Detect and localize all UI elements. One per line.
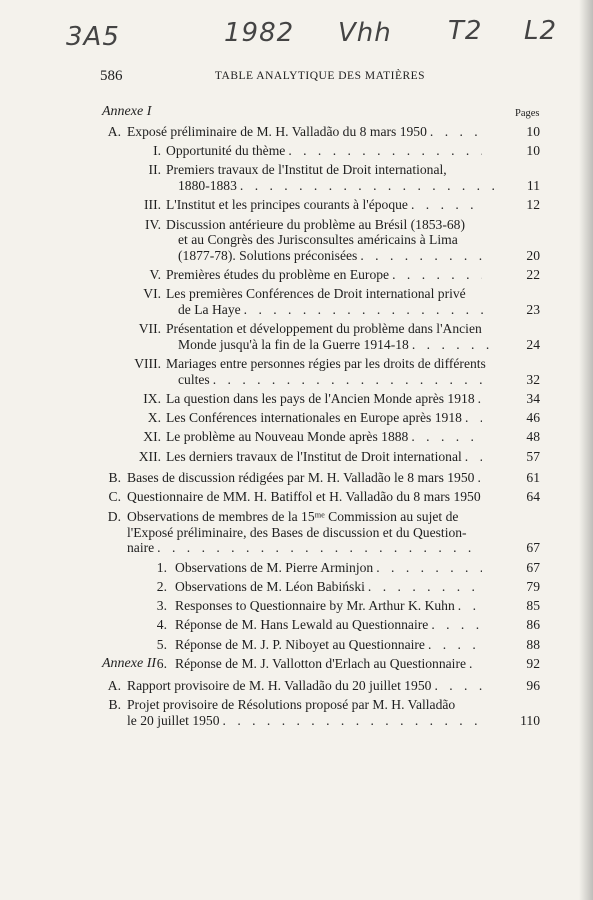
toc-entry-text: Opportunité du thème xyxy=(166,143,286,159)
toc-entry xyxy=(108,697,540,728)
toc-entry xyxy=(143,391,540,407)
dot-leader xyxy=(462,410,482,426)
toc-entry-label: 6. xyxy=(156,655,167,671)
toc-entry xyxy=(108,489,540,505)
toc-entry-text: Observations de M. Léon Babiński xyxy=(175,579,365,594)
toc-entry xyxy=(156,636,540,653)
dot-leader xyxy=(408,429,482,445)
handwritten-note: Vhh xyxy=(338,18,392,48)
toc-entry xyxy=(156,617,540,633)
toc-entry-text: Discussion antérieure du problème au Brésil (1853-68) xyxy=(166,216,465,232)
toc-entry-page: 67 xyxy=(526,559,540,575)
toc-entry-label: VI. xyxy=(143,286,161,302)
dot-leader xyxy=(409,337,494,353)
toc-entry-page: 48 xyxy=(526,429,540,445)
toc-entry-page: 85 xyxy=(526,598,540,614)
dot-leader xyxy=(220,713,482,729)
toc-entry xyxy=(148,162,540,193)
toc-entry-page: 22 xyxy=(526,267,540,283)
toc-entry-page: 61 xyxy=(526,469,540,485)
toc-entry-label: XI. xyxy=(143,429,161,445)
dot-leader xyxy=(431,678,482,694)
toc-entry-page: 57 xyxy=(526,448,540,464)
toc-entry-page: 88 xyxy=(526,636,540,652)
toc-entry xyxy=(156,579,540,595)
toc-entry-label: C. xyxy=(108,489,121,504)
dot-leader xyxy=(475,391,482,407)
toc-entry-text: le 20 juillet 1950 xyxy=(127,712,220,728)
toc-entry-label: B. xyxy=(108,469,121,485)
toc-entry-page: 20 xyxy=(526,247,540,263)
toc-entry xyxy=(107,678,540,694)
toc-entry-label: 3. xyxy=(156,598,167,614)
toc-entry-label: III. xyxy=(144,197,161,213)
dot-leader xyxy=(154,540,482,556)
toc-entry xyxy=(149,267,540,283)
page-edge-shadow xyxy=(579,0,593,900)
toc-entry-text: Les premières Conférences de Droit international privé xyxy=(166,286,466,302)
toc-entry xyxy=(143,286,540,317)
toc-entry-label: XII. xyxy=(138,448,161,464)
section-title-annexe-1: Annexe I xyxy=(102,104,152,119)
toc-entry-text: Le problème au Nouveau Monde après 1888 xyxy=(166,429,409,445)
toc-entry-page: 86 xyxy=(526,617,540,633)
toc-entry xyxy=(153,143,540,159)
toc-entry-text: Observations de membres de la 15ᵐᵉ Commission au sujet de xyxy=(127,509,459,525)
dot-leader xyxy=(481,489,484,505)
toc-entry-text: 1880-1883 xyxy=(178,177,237,193)
toc-entry-text: La question dans les pays de l'Ancien Monde après 1918 xyxy=(166,391,475,406)
toc-entry-label: A. xyxy=(107,124,121,139)
toc-entry-label: 5. xyxy=(156,636,167,652)
dot-leader xyxy=(357,248,494,264)
pages-column-label: Pages xyxy=(515,108,540,119)
toc-entry-text: Rapport provisoire de M. H. Valladão du 20 juillet 1950 xyxy=(127,678,432,693)
toc-entry xyxy=(144,197,540,213)
toc-entry-text: Les derniers travaux de l'Institut de Droit international xyxy=(166,448,462,464)
toc-entry xyxy=(138,321,540,352)
dot-leader xyxy=(408,197,482,213)
page-number: 586 xyxy=(100,68,123,84)
toc-entry-text: (1877-78). Solutions préconisées xyxy=(178,247,358,263)
dot-leader xyxy=(474,470,482,486)
toc-entry-text: Monde jusqu'à la fin de la Guerre 1914-18 xyxy=(178,336,409,352)
toc-entry-text: Les Conférences internationales en Europe après 1918 xyxy=(166,410,462,426)
dot-leader xyxy=(428,617,482,633)
toc-entry-text: cultes xyxy=(178,371,210,387)
toc-entry-text: Questionnaire de MM. H. Batiffol et H. Valladão du 8 mars 1950 xyxy=(127,489,481,504)
dot-leader xyxy=(427,124,482,140)
dot-leader xyxy=(455,598,482,614)
toc-entry-text: Réponse de M. J. Vallotton d'Erlach au Questionnaire xyxy=(175,655,467,671)
toc-entry xyxy=(156,598,540,614)
toc-entry-label: B. xyxy=(108,697,121,713)
toc-entry-label: VII. xyxy=(138,321,161,337)
dot-leader xyxy=(241,302,494,318)
dot-leader xyxy=(237,178,494,194)
toc-entry-text: Premières études du problème en Europe xyxy=(166,267,390,283)
toc-entry-label: 4. xyxy=(156,617,167,633)
page-title: TABLE ANALYTIQUE DES MATIÈRES xyxy=(214,70,426,82)
toc-entry-label: VIII. xyxy=(134,356,161,372)
toc-entry-page: 46 xyxy=(526,410,540,426)
toc-entry xyxy=(156,655,540,672)
toc-entry-text: naire xyxy=(127,540,155,556)
toc-entry-label: X. xyxy=(147,410,161,426)
toc-entry xyxy=(143,429,540,445)
toc-entry xyxy=(138,448,540,465)
toc-entry-text: et au Congrès des Jurisconsultes américains à Lima xyxy=(178,232,458,247)
handwritten-note: 1982 xyxy=(224,18,295,48)
toc-entry-text: Réponse de M. J. P. Niboyet au Questionnaire xyxy=(175,636,425,652)
toc-entry-text: l'Exposé préliminaire, des Bases de discussion et du Question- xyxy=(127,524,467,540)
toc-entry-page: 34 xyxy=(526,391,540,406)
toc-entry xyxy=(156,559,540,576)
toc-entry-label: 1. xyxy=(156,559,167,575)
toc-entry-label: A. xyxy=(107,678,121,693)
toc-entry-label: IX. xyxy=(143,391,161,406)
toc-entry-label: 2. xyxy=(156,579,167,594)
toc-entry-page: 96 xyxy=(526,678,540,693)
toc-entry-text: Projet provisoire de Résolutions proposé par M. H. Valladão xyxy=(127,697,456,713)
handwritten-note: 3A5 xyxy=(66,22,120,52)
toc-entry-page: 12 xyxy=(526,197,540,213)
toc-entry-page: 92 xyxy=(526,655,540,671)
toc-entry-page: 23 xyxy=(526,301,540,317)
toc-entry-page: 64 xyxy=(526,489,540,504)
toc-entry-label: I. xyxy=(153,143,161,159)
toc-entry-text: Responses to Questionnaire by Mr. Arthur K. Kuhn xyxy=(175,598,455,614)
dot-leader xyxy=(389,267,482,283)
section-title-annexe-2: Annexe II xyxy=(102,656,157,671)
toc-entry-text: Bases de discussion rédigées par M. H. Valladão le 8 mars 1950 xyxy=(127,469,475,485)
running-header xyxy=(100,68,510,88)
toc-entry xyxy=(147,410,540,426)
dot-leader xyxy=(462,449,482,465)
toc-entry-page: 79 xyxy=(526,579,540,594)
dot-leader xyxy=(365,579,482,595)
toc-entry-page: 32 xyxy=(526,371,540,387)
toc-entry xyxy=(134,356,540,387)
toc-entry-page: 110 xyxy=(520,712,540,728)
toc-entry-label: D. xyxy=(107,509,121,525)
toc-entry-page: 11 xyxy=(526,177,540,193)
toc-entry-label: IV. xyxy=(145,216,161,232)
toc-entry-page: 10 xyxy=(526,143,540,159)
handwritten-note: L2 xyxy=(524,16,558,46)
toc-entry-text: Réponse de M. Hans Lewald au Questionnaire xyxy=(175,617,429,633)
dot-leader xyxy=(373,560,482,576)
toc-entry xyxy=(107,124,540,140)
handwritten-notes xyxy=(66,16,566,56)
toc-entry-text: Premiers travaux de l'Institut de Droit international, xyxy=(166,162,447,178)
toc-entry-text: Observations de M. Pierre Arminjon xyxy=(175,559,374,575)
toc-entry xyxy=(145,216,540,264)
toc-entry-text: Mariages entre personnes régies par les droits de différents xyxy=(166,356,486,372)
toc-entry xyxy=(108,469,540,486)
dot-leader xyxy=(425,637,482,653)
toc-entry-text: Exposé préliminaire de M. H. Valladão du 8 mars 1950 xyxy=(127,124,427,139)
toc-entry xyxy=(107,509,540,556)
toc-entry-page: 67 xyxy=(526,540,540,556)
dot-leader xyxy=(210,372,494,388)
handwritten-note: T2 xyxy=(448,16,483,46)
toc-entry-label: II. xyxy=(148,162,161,178)
toc-entry-label: V. xyxy=(149,267,161,283)
toc-entry-text: de La Haye xyxy=(178,301,241,317)
toc-entry-text: Présentation et développement du problème dans l'Ancien xyxy=(166,321,482,337)
dot-leader xyxy=(285,143,482,159)
toc-entry-page: 24 xyxy=(526,336,540,352)
toc-entry-page: 10 xyxy=(526,124,540,139)
toc-entry-text: L'Institut et les principes courants à l'époque xyxy=(166,197,408,213)
dot-leader xyxy=(466,656,482,672)
